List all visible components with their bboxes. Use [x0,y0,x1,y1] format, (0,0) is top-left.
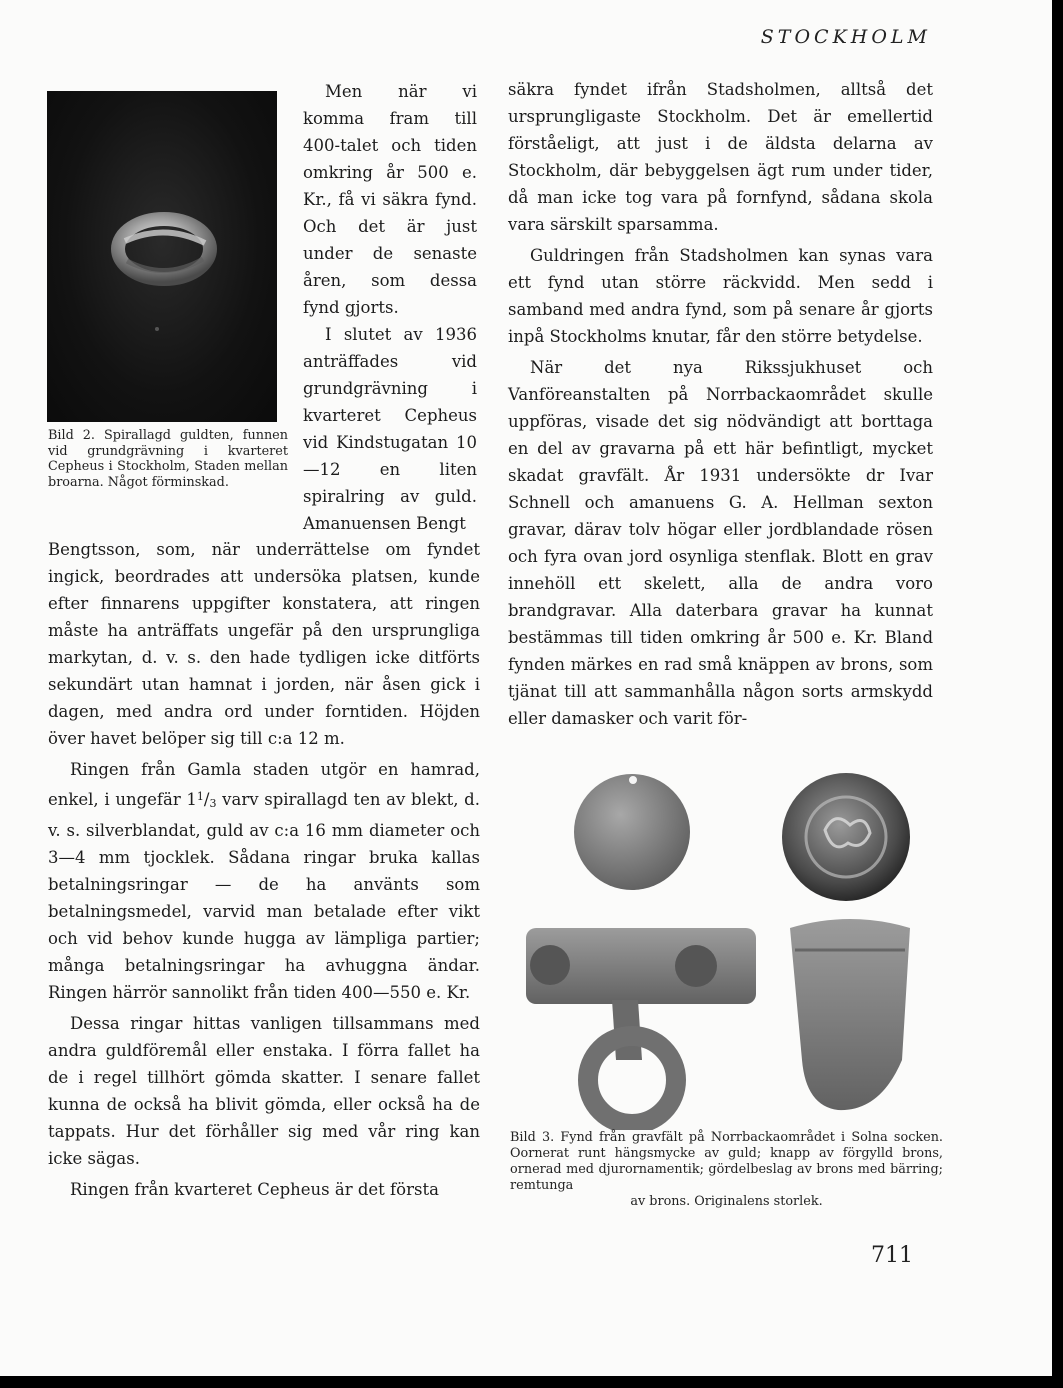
caption-text-last-line: av brons. Originalens storlek. [630,1194,823,1209]
paragraph: Dessa ringar hittas vanligen tillsammans med andra guldföremål eller enstaka. I förra fallet ha de i regel tillhört gömda skatter. I senare fallet kunna de också ha blivit gömda, eller också ha de tappats. Hur det förhåller sig med vår ring kan icke sägas. [48,1014,480,1168]
paragraph: Men när vi komma fram till 400-talet och tiden omkring år 500 e. Kr., få vi säkra fynd. Och det är just under de senaste åren, som dessa fynd gjorts. [303,82,477,317]
finds-image [520,760,940,1130]
fraction-slash: / [203,790,210,809]
paragraph: Ringen från kvarteret Cepheus är det första [70,1180,439,1199]
paragraph: Bengtsson, som, när underrättelse om fyndet ingick, beordrades att undersöka platsen, kunde efter finnarens uppgifter konstatera, att ringen måste ha anträffats ungefär på den ursprungliga markytan, d. v. s. den hade tydligen icke ditförts sekundärt utan hamnat i jorden, när åsen gick i dagen, med andra ord under forntiden. Höjden över havet belöper sig till c:a 12 m. [48,540,480,748]
button-disc [782,773,910,901]
figure-3-caption [510,1130,943,1210]
strap-end [790,919,910,1110]
running-header: STOCKHOLM [760,26,931,48]
paragraph [48,756,480,1006]
right-column [508,76,933,732]
spiral-ring-image [47,91,277,422]
fraction-numerator: 1 [196,790,204,803]
caption-text: Bild 3. Fynd från gravfält på Norrbackaområdet i Solna socken. Oornerat runt hängsmycke av guld; knapp av förgylld brons, ornerad med djurornamentik; gördelbeslag av brons med bärring; remtunga [510,1130,943,1193]
figure-2-caption: Bild 2. Spirallagd guldten, funnen vid grundgrävning i kvarteret Cepheus i Stockholm, Staden mellan broarna. Något förminskad. [48,428,288,490]
scan-border-bottom [0,1376,1063,1388]
narrow-column [303,78,477,537]
text-run: Ringen från Gamla staden utgör en hamrad, enkel, i ungefär 1 [48,760,480,809]
page-number: 711 [871,1243,913,1268]
text-run: varv spirallagd ten av blekt, d. v. s. silverblandat, guld av c:a 16 mm diameter och 3—4 mm tjocklek. Sådana ringar bruka kallas betalningsringar — de ha använts som betalningsmedel, varvid man betalade efter vikt och vid behov kunde hugga av lämpliga partier; många betalningsringar ha avhuggna ändar. Ringen härrör sannolikt från tiden 400—550 e. Kr. [48,790,480,1002]
paragraph: När det nya Rikssjukhuset och Vanföreanstalten på Norrbackaområdet skulle uppföras, visade det sig nödvändigt att borttaga en del av gravarna på ett här befintligt, mycket skadat gravfält. År 1931 undersökte dr Ivar Schnell och amanuens G. A. Hellman sexton gravar, därav tolv högar eller jordblandade rösen och fyra ovan jord osynliga stenflak. Blott en grav innehöll ett skelett, alla de andra voro brandgravar. Alla daterbara gravar ha kunnat bestämmas till tiden omkring år 500 e. Kr. Bland fynden märkes en rad små knäppen av brons, som tjänat till att sammanhålla någon sorts armskydd eller damasker och varit för- [508,358,933,728]
left-column [48,536,480,1203]
finds-photo [520,760,940,1130]
paragraph: Guldringen från Stadsholmen kan synas vara ett fynd utan större räckvidd. Men sedd i samband med andra fynd, som på senare år gjorts inpå Stockholms knutar, får den större betydelse. [508,246,933,346]
scan-border-right [1052,0,1063,1388]
pendant-disc [574,774,690,890]
ring-photo [47,91,277,422]
paragraph: I slutet av 1936 anträffades vid grundgrävning i kvarteret Cepheus vid Kindstugatan 10—12 en liten spiralring av guld. Amanuensen Bengt [303,325,477,533]
fraction-denominator: 3 [209,797,217,810]
paragraph: säkra fyndet ifrån Stadsholmen, alltså det ursprungligaste Stockholm. Det är emellertid förståeligt, att just i de äldsta delarna av Stockholm, där bebyggelsen ägt rum under tider, då man icke tog vara på fornfynd, sådana skola vara särskilt sparsamma. [508,80,933,234]
